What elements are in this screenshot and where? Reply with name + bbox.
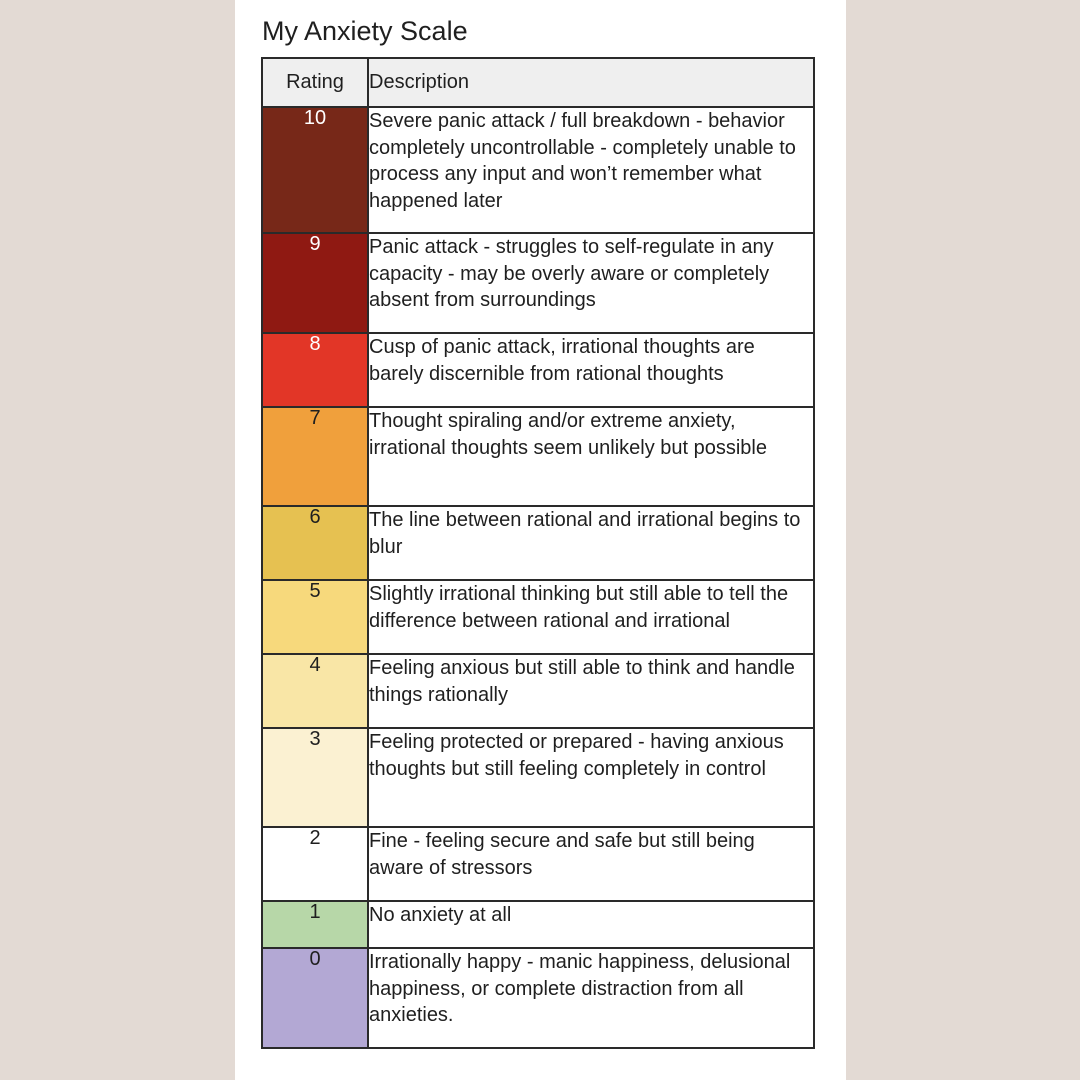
description-cell: Panic attack - struggles to self-regulate in any capacity - may be overly aware or completely absent from surroundings — [368, 233, 814, 333]
rating-cell: 4 — [262, 654, 368, 728]
description-cell: Irrationally happy - manic happiness, delusional happiness, or complete distraction from all anxieties. — [368, 948, 814, 1048]
table-row — [262, 333, 814, 407]
rating-cell: 2 — [262, 827, 368, 901]
rating-cell: 3 — [262, 728, 368, 827]
table-row — [262, 901, 814, 948]
table-header-row — [262, 58, 814, 107]
anxiety-scale-table — [261, 57, 815, 1049]
table-row — [262, 827, 814, 901]
table-row — [262, 407, 814, 506]
table-row — [262, 728, 814, 827]
rating-cell: 9 — [262, 233, 368, 333]
rating-cell: 10 — [262, 107, 368, 233]
description-cell: Slightly irrational thinking but still able to tell the difference between rational and irrational — [368, 580, 814, 654]
description-cell: Fine - feeling secure and safe but still being aware of stressors — [368, 827, 814, 901]
description-cell: Feeling anxious but still able to think and handle things rationally — [368, 654, 814, 728]
table-row — [262, 948, 814, 1048]
description-cell: Feeling protected or prepared - having anxious thoughts but still feeling completely in control — [368, 728, 814, 827]
rating-column-header: Rating — [262, 58, 368, 107]
table-row — [262, 506, 814, 580]
rating-cell: 8 — [262, 333, 368, 407]
table-row — [262, 580, 814, 654]
description-cell: No anxiety at all — [368, 901, 814, 948]
description-cell: Cusp of panic attack, irrational thoughts are barely discernible from rational thoughts — [368, 333, 814, 407]
description-cell: Thought spiraling and/or extreme anxiety, irrational thoughts seem unlikely but possible — [368, 407, 814, 506]
page-title: My Anxiety Scale — [262, 16, 468, 46]
table-row — [262, 233, 814, 333]
rating-cell: 7 — [262, 407, 368, 506]
description-column-header: Description — [368, 58, 814, 107]
table-row — [262, 654, 814, 728]
rating-cell: 0 — [262, 948, 368, 1048]
rating-cell: 1 — [262, 901, 368, 948]
rating-cell: 5 — [262, 580, 368, 654]
rating-cell: 6 — [262, 506, 368, 580]
description-cell: The line between rational and irrational begins to blur — [368, 506, 814, 580]
description-cell: Severe panic attack / full breakdown - behavior completely uncontrollable - completely unable to process any input and won’t remember what happened later — [368, 107, 814, 233]
table-row — [262, 107, 814, 233]
